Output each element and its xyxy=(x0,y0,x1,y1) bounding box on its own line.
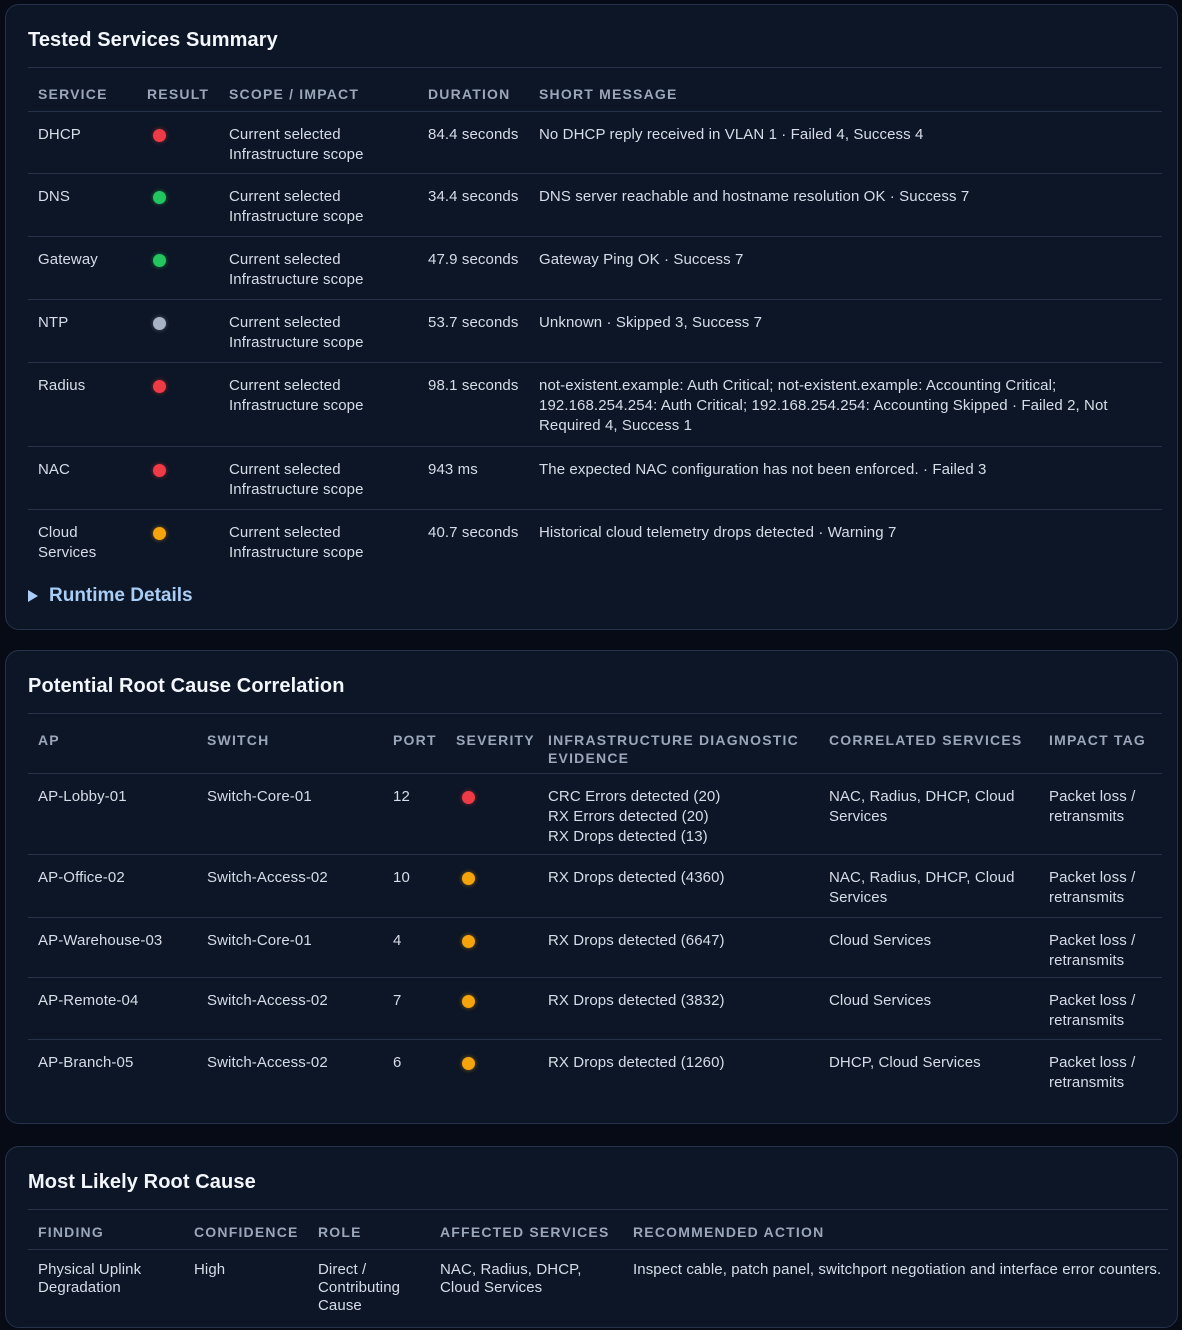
table-row xyxy=(28,112,1162,174)
header-ap: AP xyxy=(38,732,60,748)
correlated-services: NAC, Radius, DHCP, Cloud Services xyxy=(829,788,1015,825)
result-status-dot-icon xyxy=(153,191,166,204)
header-evidence: INFRASTRUCTURE DIAGNOSTIC EVIDENCE xyxy=(548,732,799,766)
result-cell xyxy=(137,363,219,447)
result-status-dot-icon xyxy=(153,129,166,142)
table-row xyxy=(28,237,1162,300)
header-finding: FINDING xyxy=(38,1224,104,1240)
header-confidence: CONFIDENCE xyxy=(194,1224,299,1240)
header-scope: SCOPE / IMPACT xyxy=(229,86,360,102)
ap-name: AP-Branch-05 xyxy=(38,1054,134,1071)
recommended-action: Inspect cable, patch panel, switchport negotiation and interface error counters. xyxy=(633,1261,1162,1278)
short-message: The expected NAC configuration has not been enforced. · Failed 3 xyxy=(539,461,987,478)
severity-status-dot-icon xyxy=(462,995,475,1008)
impact-tag: Packet loss / retransmits xyxy=(1049,992,1136,1029)
duration: 98.1 seconds xyxy=(428,377,519,394)
severity-cell xyxy=(446,978,538,1040)
runtime-details-label: Runtime Details xyxy=(49,585,193,606)
switch-name: Switch-Access-02 xyxy=(207,869,328,886)
evidence-line: CRC Errors detected (20) xyxy=(548,788,721,805)
duration: 47.9 seconds xyxy=(428,251,519,268)
switch-name: Switch-Core-01 xyxy=(207,788,312,805)
service-name: Cloud Services xyxy=(38,524,97,561)
short-message: Historical cloud telemetry drops detected · Warning 7 xyxy=(539,524,897,541)
header-recommended-action: RECOMMENDED ACTION xyxy=(633,1224,825,1240)
scope-impact: Current selected Infrastructure scope xyxy=(229,126,364,163)
table-row xyxy=(28,447,1162,510)
scope-impact: Current selected Infrastructure scope xyxy=(229,251,364,288)
scope-impact: Current selected Infrastructure scope xyxy=(229,314,364,351)
service-name: Radius xyxy=(38,377,86,394)
root-cause-table xyxy=(28,1209,1168,1326)
port-number: 4 xyxy=(393,932,402,949)
header-affected-services: AFFECTED SERVICES xyxy=(440,1224,610,1240)
header-duration: DURATION xyxy=(428,86,511,102)
switch-name: Switch-Core-01 xyxy=(207,932,312,949)
duration: 943 ms xyxy=(428,461,478,478)
diagnostic-evidence xyxy=(538,978,819,1040)
result-cell xyxy=(137,112,219,174)
result-status-dot-icon xyxy=(153,527,166,540)
result-status-dot-icon xyxy=(153,254,166,267)
result-cell xyxy=(137,237,219,300)
header-port: PORT xyxy=(393,732,437,748)
result-status-dot-icon xyxy=(153,317,166,330)
table-row xyxy=(28,174,1162,237)
summary-title: Tested Services Summary xyxy=(28,29,278,51)
evidence-line: RX Drops detected (13) xyxy=(548,828,708,845)
affected-services: NAC, Radius, DHCP, Cloud Services xyxy=(440,1261,582,1296)
table-row xyxy=(28,300,1162,363)
header-impact-tag: IMPACT TAG xyxy=(1049,732,1147,748)
table-row xyxy=(28,918,1162,978)
root-cause-correlation-card xyxy=(5,650,1178,1124)
table-row xyxy=(28,978,1162,1040)
header-correlated-services: CORRELATED SERVICES xyxy=(829,732,1023,748)
port-number: 7 xyxy=(393,992,402,1009)
impact-tag: Packet loss / retransmits xyxy=(1049,1054,1136,1091)
short-message: Gateway Ping OK · Success 7 xyxy=(539,251,744,268)
service-name: NAC xyxy=(38,461,70,478)
correlation-title: Potential Root Cause Correlation xyxy=(28,675,345,697)
severity-status-dot-icon xyxy=(462,1057,475,1070)
disclosure-triangle-icon xyxy=(28,590,38,602)
duration: 84.4 seconds xyxy=(428,126,519,143)
table-row xyxy=(28,1040,1162,1103)
table-row xyxy=(28,855,1162,918)
switch-name: Switch-Access-02 xyxy=(207,1054,328,1071)
diagnostic-evidence xyxy=(538,1040,819,1103)
port-number: 10 xyxy=(393,869,410,886)
ap-name: AP-Lobby-01 xyxy=(38,788,127,805)
short-message: No DHCP reply received in VLAN 1 · Failed 4, Success 4 xyxy=(539,126,924,143)
port-number: 12 xyxy=(393,788,410,805)
diagnostic-evidence xyxy=(538,918,819,978)
switch-name: Switch-Access-02 xyxy=(207,992,328,1009)
header-service: SERVICE xyxy=(38,86,108,102)
summary-header-row xyxy=(28,68,1162,112)
result-status-dot-icon xyxy=(153,380,166,393)
short-message: not-existent.example: Auth Critical; not-existent.example: Accounting Critical; 192.168.254.254: Auth Critical; 192.168.254.254: Accounting Skipped · Failed 2, Not Required 4, Success 1 xyxy=(539,377,1108,434)
severity-cell xyxy=(446,918,538,978)
table-row xyxy=(28,1250,1168,1326)
evidence-line: RX Drops detected (3832) xyxy=(548,992,725,1009)
correlation-header-row xyxy=(28,714,1162,774)
ap-name: AP-Warehouse-03 xyxy=(38,932,163,949)
evidence-line: RX Errors detected (20) xyxy=(548,808,709,825)
most-likely-root-cause-card xyxy=(5,1146,1178,1328)
duration: 40.7 seconds xyxy=(428,524,519,541)
table-row xyxy=(28,774,1162,855)
severity-cell xyxy=(446,774,538,855)
correlated-services: DHCP, Cloud Services xyxy=(829,1054,981,1071)
ap-name: AP-Office-02 xyxy=(38,869,125,886)
result-cell xyxy=(137,447,219,510)
result-status-dot-icon xyxy=(153,464,166,477)
root-cause-title: Most Likely Root Cause xyxy=(28,1171,256,1193)
impact-tag: Packet loss / retransmits xyxy=(1049,869,1136,906)
evidence-line: RX Drops detected (6647) xyxy=(548,932,725,949)
header-message: SHORT MESSAGE xyxy=(539,86,678,102)
runtime-details-toggle[interactable] xyxy=(28,585,193,607)
scope-impact: Current selected Infrastructure scope xyxy=(229,188,364,225)
header-severity: SEVERITY xyxy=(456,732,535,748)
evidence-line: RX Drops detected (4360) xyxy=(548,869,725,886)
short-message: DNS server reachable and hostname resolution OK · Success 7 xyxy=(539,188,970,205)
tested-services-summary-card xyxy=(5,4,1178,630)
scope-impact: Current selected Infrastructure scope xyxy=(229,377,364,414)
role: Direct / Contributing Cause xyxy=(318,1261,401,1314)
diagnostic-evidence xyxy=(538,855,819,918)
header-role: ROLE xyxy=(318,1224,362,1240)
correlated-services: NAC, Radius, DHCP, Cloud Services xyxy=(829,869,1015,906)
table-row xyxy=(28,363,1162,447)
header-switch: SWITCH xyxy=(207,732,270,748)
severity-status-dot-icon xyxy=(462,935,475,948)
port-number: 6 xyxy=(393,1054,402,1071)
services-summary-table xyxy=(28,67,1162,586)
impact-tag: Packet loss / retransmits xyxy=(1049,932,1136,969)
severity-status-dot-icon xyxy=(462,791,475,804)
duration: 53.7 seconds xyxy=(428,314,519,331)
result-cell xyxy=(137,174,219,237)
table-row xyxy=(28,510,1162,586)
severity-cell xyxy=(446,1040,538,1103)
header-result: RESULT xyxy=(147,86,210,102)
result-cell xyxy=(137,510,219,586)
scope-impact: Current selected Infrastructure scope xyxy=(229,461,364,498)
short-message: Unknown · Skipped 3, Success 7 xyxy=(539,314,763,331)
finding: Physical Uplink Degradation xyxy=(38,1261,142,1296)
service-name: DNS xyxy=(38,188,70,205)
severity-status-dot-icon xyxy=(462,872,475,885)
diagnostic-evidence xyxy=(538,774,819,855)
result-cell xyxy=(137,300,219,363)
impact-tag: Packet loss / retransmits xyxy=(1049,788,1136,825)
root-cause-header-row xyxy=(28,1210,1168,1250)
service-name: DHCP xyxy=(38,126,81,143)
severity-cell xyxy=(446,855,538,918)
service-name: Gateway xyxy=(38,251,98,268)
correlation-table xyxy=(28,713,1162,1103)
correlated-services: Cloud Services xyxy=(829,932,932,949)
service-name: NTP xyxy=(38,314,69,331)
duration: 34.4 seconds xyxy=(428,188,519,205)
scope-impact: Current selected Infrastructure scope xyxy=(229,524,364,561)
confidence: High xyxy=(194,1261,226,1278)
evidence-line: RX Drops detected (1260) xyxy=(548,1054,725,1071)
ap-name: AP-Remote-04 xyxy=(38,992,139,1009)
correlated-services: Cloud Services xyxy=(829,992,932,1009)
